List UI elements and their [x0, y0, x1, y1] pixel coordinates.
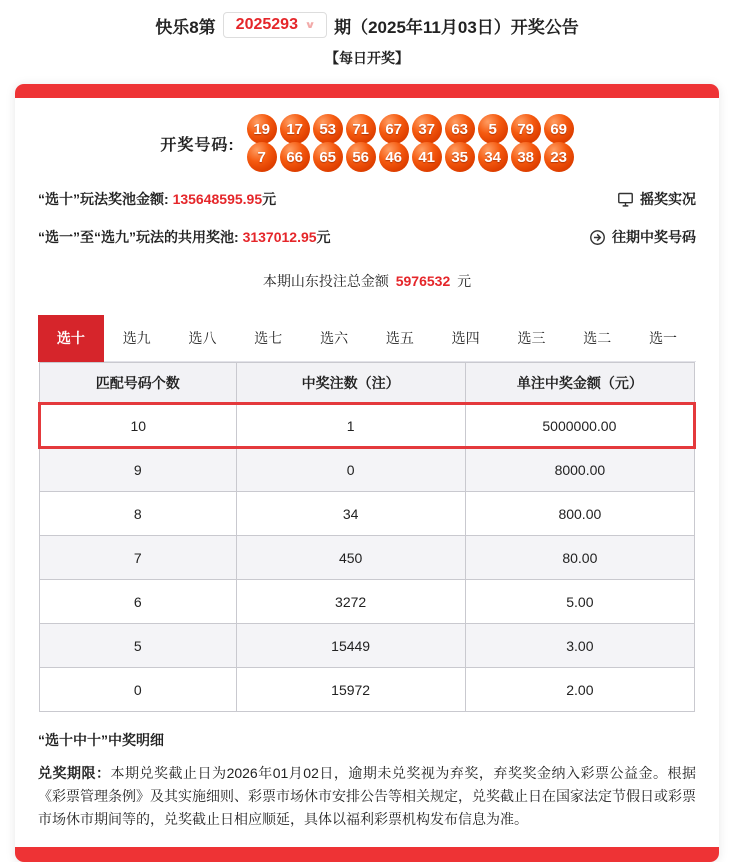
chevron-down-icon: ∨: [304, 19, 316, 31]
prize-cell: 80.00: [465, 536, 694, 580]
prize-cell: 1: [236, 404, 465, 448]
prize-cell: 5.00: [465, 580, 694, 624]
prize-cell: 800.00: [465, 492, 694, 536]
prize-cell: 10: [40, 404, 237, 448]
prize-cell: 8: [40, 492, 237, 536]
draw-balls: [247, 114, 574, 172]
tab-xuan-10[interactable]: 选十: [38, 315, 104, 362]
prize-table-header-cell: 中奖注数（注）: [236, 363, 465, 404]
tab-xuan-7[interactable]: 选七: [235, 315, 301, 362]
lottery-ball: 41: [412, 142, 442, 172]
tab-xuan-5[interactable]: 选五: [367, 315, 433, 362]
pool2-unit: 元: [316, 229, 331, 245]
tab-xuan-3[interactable]: 选三: [499, 315, 565, 362]
prize-row: [40, 536, 695, 580]
pool2-label: “选一”至“选九”玩法的共用奖池:: [38, 229, 239, 245]
pool1-label: “选十”玩法奖池金额:: [38, 191, 169, 207]
prize-cell: 5000000.00: [465, 404, 694, 448]
pool-row-1: [38, 180, 696, 218]
prize-row: [40, 668, 695, 712]
prize-row: [40, 448, 695, 492]
redemption-deadline-paragraph: [38, 762, 696, 831]
arrow-circle-right-icon: [589, 229, 606, 246]
prize-table: [38, 362, 696, 712]
prize-row: [40, 624, 695, 668]
prize-cell: 5: [40, 624, 237, 668]
prize-cell: 7: [40, 536, 237, 580]
lottery-ball: 56: [346, 142, 376, 172]
past-winning-numbers-label: 往期中奖号码: [612, 229, 696, 245]
tab-xuan-2[interactable]: 选二: [564, 315, 630, 362]
prize-row: [40, 492, 695, 536]
total-bets-value: 5976532: [395, 273, 451, 289]
draw-schedule-subtitle: 【每日开奖】: [325, 50, 409, 66]
prize-table-header-cell: 单注中奖金额（元）: [465, 363, 694, 404]
tab-xuan-6[interactable]: 选六: [301, 315, 367, 362]
page-header: [0, 0, 734, 68]
card-top-red-bar: [15, 84, 719, 98]
prize-cell: 15972: [236, 668, 465, 712]
draw-numbers-label: 开奖号码:: [160, 136, 235, 154]
prize-cell: 8000.00: [465, 448, 694, 492]
issue-number: 2025293: [235, 16, 298, 33]
lottery-ball: 17: [280, 114, 310, 144]
play-type-tabs: [38, 315, 696, 362]
winning-detail-title: “选十中十”中奖明细: [38, 732, 164, 748]
lottery-ball: 53: [313, 114, 343, 144]
pool-row-2: [38, 218, 696, 256]
live-draw-label: 摇奖实况: [640, 191, 696, 207]
pool1-text: [38, 189, 276, 209]
prize-cell: 15449: [236, 624, 465, 668]
prize-cell: 0: [40, 668, 237, 712]
prize-table-header-row: [40, 363, 695, 404]
prize-cell: 450: [236, 536, 465, 580]
issue-dropdown[interactable]: [223, 12, 327, 38]
pool1-value: 135648595.95: [172, 191, 263, 207]
lottery-ball: 5: [478, 114, 508, 144]
redemption-deadline-label: 兑奖期限：: [38, 765, 111, 781]
prize-row-highlighted: [40, 404, 695, 448]
lottery-ball: 37: [412, 114, 442, 144]
lottery-ball: 46: [379, 142, 409, 172]
lottery-ball: 23: [544, 142, 574, 172]
lottery-ball: 67: [379, 114, 409, 144]
title-prefix: 快乐8第: [155, 17, 216, 37]
prize-cell: 3272: [236, 580, 465, 624]
prize-cell: 34: [236, 492, 465, 536]
pool1-unit: 元: [262, 191, 277, 207]
tab-xuan-1[interactable]: 选一: [630, 315, 696, 362]
announcement-card: [15, 84, 719, 862]
redemption-deadline-text: 本期兑奖截止日为2026年01月02日，逾期未兑奖视为弃奖，弃奖奖金纳入彩票公益金。根据《彩票管理条例》及其实施细则、彩票市场休市安排公告等相关规定，兑奖截止日在国家法定节假日或彩票市场休市期间等的，兑奖截止日相应顺延，具体以福利彩票机构发布信息为准。: [38, 765, 696, 827]
tab-xuan-9[interactable]: 选九: [104, 315, 170, 362]
lottery-ball: 69: [544, 114, 574, 144]
lottery-ball: 38: [511, 142, 541, 172]
prize-cell: 0: [236, 448, 465, 492]
draw-numbers-section: [38, 98, 696, 180]
lottery-ball: 34: [478, 142, 508, 172]
past-winning-numbers-link[interactable]: [589, 227, 696, 247]
total-bets-label: 本期山东投注总金额: [262, 273, 389, 289]
title-suffix: 期（2025年11月03日）开奖公告: [334, 17, 579, 37]
pool2-value: 3137012.95: [242, 229, 317, 245]
total-bets-line: [38, 256, 696, 303]
ball-row-1: [247, 114, 574, 144]
lottery-ball: 63: [445, 114, 475, 144]
pool2-text: [38, 227, 331, 247]
prize-cell: 2.00: [465, 668, 694, 712]
lottery-ball: 19: [247, 114, 277, 144]
lottery-ball: 79: [511, 114, 541, 144]
lottery-ball: 35: [445, 142, 475, 172]
lottery-ball: 66: [280, 142, 310, 172]
prize-cell: 3.00: [465, 624, 694, 668]
prize-cell: 9: [40, 448, 237, 492]
monitor-icon: [617, 191, 634, 208]
prize-table-header-cell: 匹配号码个数: [40, 363, 237, 404]
prize-cell: 6: [40, 580, 237, 624]
card-bottom-red-bar: [15, 847, 719, 862]
page-title: [0, 12, 734, 38]
lottery-ball: 7: [247, 142, 277, 172]
tab-xuan-8[interactable]: 选八: [170, 315, 236, 362]
prize-row: [40, 580, 695, 624]
live-draw-link[interactable]: [617, 189, 696, 209]
tab-xuan-4[interactable]: 选四: [433, 315, 499, 362]
lottery-ball: 71: [346, 114, 376, 144]
lottery-ball: 65: [313, 142, 343, 172]
total-bets-unit: 元: [457, 273, 472, 289]
ball-row-2: [247, 142, 574, 172]
